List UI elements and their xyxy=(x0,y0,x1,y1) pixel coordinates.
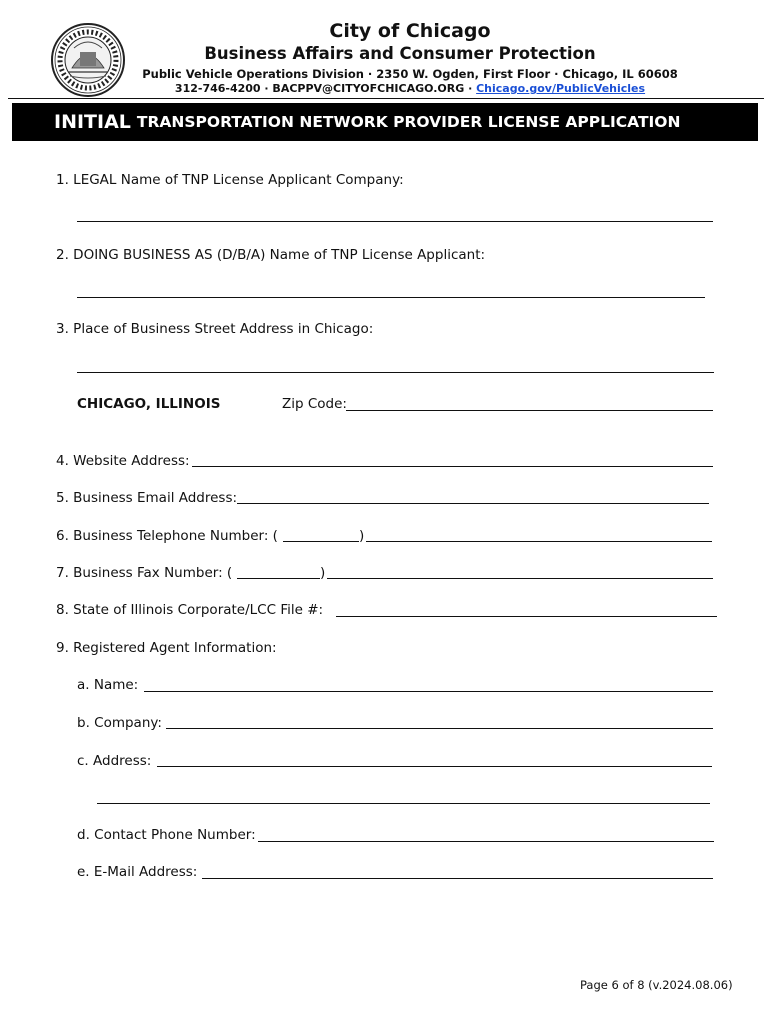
question-dba-label: 2. DOING BUSINESS AS (D/B/A) Name of TNP License Applicant: xyxy=(56,247,486,263)
fax-area-code-field[interactable] xyxy=(237,578,320,579)
zip-code-label: Zip Code: xyxy=(282,396,347,412)
telephone-number-field[interactable] xyxy=(366,541,712,542)
telephone-area-code-field[interactable] xyxy=(283,541,359,542)
banner-lead: INITIAL xyxy=(54,111,131,133)
question-registered-agent-label: 9. Registered Agent Information: xyxy=(56,640,277,656)
legal-name-field[interactable] xyxy=(77,221,713,222)
fax-number-field[interactable] xyxy=(327,578,713,579)
question-address-label: 3. Place of Business Street Address in Chicago: xyxy=(56,321,374,337)
agent-name-field[interactable] xyxy=(144,691,713,692)
corporate-file-number-field[interactable] xyxy=(336,616,717,617)
banner-title: TRANSPORTATION NETWORK PROVIDER LICENSE APPLICATION xyxy=(136,113,681,131)
agent-address-label: c. Address: xyxy=(77,753,152,769)
agent-company-field[interactable] xyxy=(166,728,713,729)
business-email-field[interactable] xyxy=(237,503,709,504)
question-corporate-file-label: 8. State of Illinois Corporate/LCC File #: xyxy=(56,602,324,618)
agent-address-line2-field[interactable] xyxy=(97,803,710,804)
form-title-banner xyxy=(12,103,758,141)
agent-name-label: a. Name: xyxy=(77,677,139,693)
agent-company-label: b. Company: xyxy=(77,715,162,731)
street-address-field[interactable] xyxy=(77,372,714,373)
agent-email-field[interactable] xyxy=(202,878,713,879)
agent-phone-field[interactable] xyxy=(258,841,714,842)
contact-line xyxy=(0,82,770,95)
division-address: Public Vehicle Operations Division · 2350 W. Ogden, First Floor · Chicago, IL 60608 xyxy=(142,67,678,81)
agent-address-field[interactable] xyxy=(157,766,712,767)
department-title: Business Affairs and Consumer Protection xyxy=(204,44,596,63)
question-telephone-label: 6. Business Telephone Number: ( xyxy=(56,528,278,544)
question-website-label: 4. Website Address: xyxy=(56,453,190,469)
agent-phone-label: d. Contact Phone Number: xyxy=(77,827,256,843)
website-address-field[interactable] xyxy=(192,466,713,467)
city-title: City of Chicago xyxy=(329,20,491,42)
telephone-close-paren: ) xyxy=(359,528,365,544)
zip-code-field[interactable] xyxy=(346,410,713,411)
agent-email-label: e. E-Mail Address: xyxy=(77,864,198,880)
header-divider xyxy=(8,98,764,99)
question-fax-label: 7. Business Fax Number: ( xyxy=(56,565,233,581)
dba-name-field[interactable] xyxy=(77,297,705,298)
website-link[interactable]: Chicago.gov/PublicVehicles xyxy=(476,82,646,95)
city-state-label: CHICAGO, ILLINOIS xyxy=(77,396,221,412)
fax-close-paren: ) xyxy=(320,565,326,581)
contact-info: 312-746-4200 · BACPPV@CITYOFCHICAGO.ORG · xyxy=(174,82,477,95)
question-email-label: 5. Business Email Address: xyxy=(56,490,238,506)
page-number: Page 6 of 8 (v.2024.08.06) xyxy=(580,978,733,992)
question-legal-name-label: 1. LEGAL Name of TNP License Applicant Company: xyxy=(56,172,404,188)
